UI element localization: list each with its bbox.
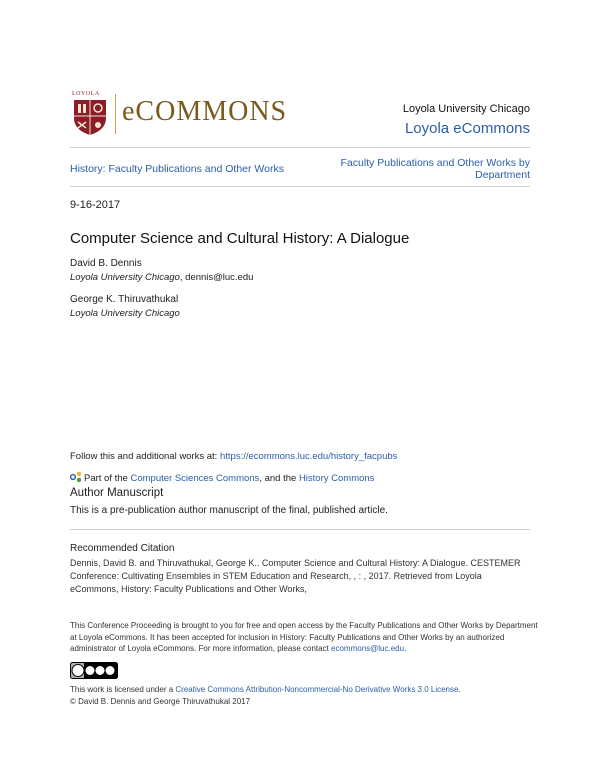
collection-link[interactable]: History: Faculty Publications and Other Works [70, 163, 284, 175]
department-link[interactable]: Faculty Publications and Other Works by Department [340, 157, 530, 181]
divider-citation [70, 529, 530, 530]
part-of-middle: , and the [259, 473, 299, 484]
notice-end: . [404, 644, 407, 653]
affiliation-text: Loyola University Chicago [70, 272, 180, 283]
author-affiliation [70, 272, 253, 283]
network-icon [70, 471, 82, 483]
history-commons-link[interactable]: History Commons [298, 473, 375, 484]
citation-heading: Recommended Citation [70, 543, 175, 554]
logo-label: LOYOLA [72, 91, 100, 97]
license-block [70, 684, 461, 707]
license-suffix: . [458, 685, 461, 694]
loyola-shield-icon[interactable] [72, 92, 108, 136]
repository-link[interactable]: Loyola eCommons [404, 120, 530, 137]
creative-commons-badge-icon[interactable] [70, 662, 118, 679]
part-of-prefix: Part of the [84, 473, 131, 484]
license-line [70, 684, 461, 696]
license-link[interactable]: Creative Commons Attribution-Noncommercial-No Derivative Works 3.0 License [175, 685, 459, 694]
author-manuscript-heading: Author Manuscript [70, 487, 164, 499]
logo-divider [115, 94, 116, 134]
institution-name: Loyola University Chicago [402, 103, 530, 115]
author-manuscript-text: This is a pre-publication author manuscript of the final, published article. [70, 505, 388, 516]
notice-text: This Conference Proceeding is brought to you for free and open access by the Faculty Publications and Other Works by Department at Loyola eCommons. It has been accepted for inclusion in History: Faculty Publications and Other Works by an authorized administrator of Loyola eCommons. For more information, please contact [70, 621, 538, 653]
copyright: © David B. Dennis and George Thiruvathukal 2017 [70, 696, 251, 706]
follow-prefix: Follow this and additional works at: [70, 451, 220, 462]
divider-top [70, 147, 530, 148]
author-affiliation: Loyola University Chicago [70, 308, 180, 319]
computer-sciences-commons-link[interactable]: Computer Sciences Commons [130, 473, 260, 484]
page-title: Computer Science and Cultural History: A Dialogue [70, 230, 410, 247]
ecommons-brand[interactable]: eCOMMONS [122, 96, 288, 127]
citation-text: Dennis, David B. and Thiruvathukal, George K.. Computer Science and Cultural History: A Dialogue. CESTEMER Conference: Cultivating Ensembles in STEM Education and Research, , : , 2017. Retrieved from Loyola eCommons, History: Faculty Publications and Other Works, [70, 558, 521, 594]
access-notice [70, 620, 540, 655]
author-email[interactable]: , dennis@luc.edu [179, 272, 254, 283]
follow-line [70, 451, 397, 462]
publication-date: 9-16-2017 [70, 199, 121, 211]
contact-email-link[interactable]: ecommons@luc.edu [331, 644, 405, 653]
divider-nav [70, 186, 530, 187]
part-of-line [70, 471, 374, 484]
license-prefix: This work is licensed under a [70, 685, 176, 694]
author-name: David B. Dennis [70, 258, 142, 269]
author-name: George K. Thiruvathukal [70, 294, 179, 305]
follow-url-link[interactable]: https://ecommons.luc.edu/history_facpubs [219, 451, 398, 462]
